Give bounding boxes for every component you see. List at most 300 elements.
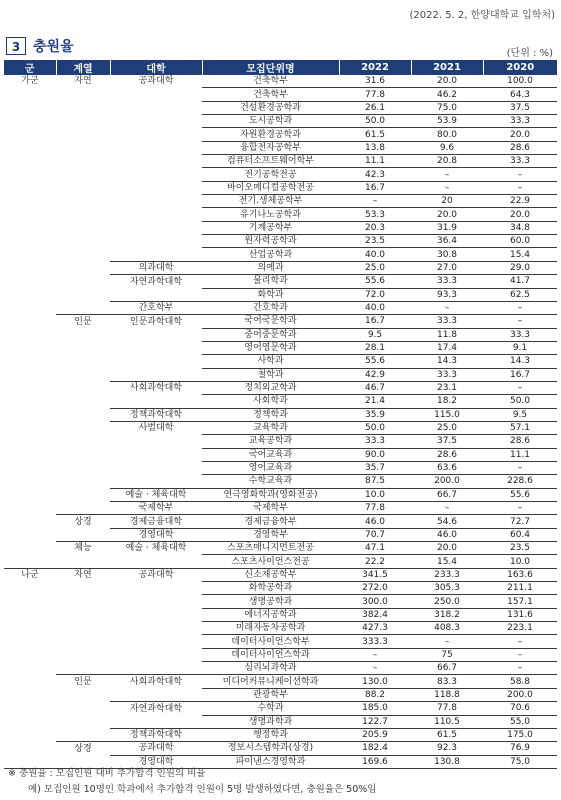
cell-2022: 42.9 bbox=[339, 368, 411, 381]
cell-2021: – bbox=[411, 635, 483, 648]
col-header-2022: 2022 bbox=[339, 60, 411, 75]
cell-track bbox=[56, 221, 110, 234]
source-note: (2022. 5. 2, 한양대학교 입학처) bbox=[409, 10, 555, 21]
cell-2021: – bbox=[411, 301, 483, 314]
col-header-unit: 모집단위명 bbox=[202, 60, 339, 75]
cell-group bbox=[4, 555, 56, 568]
cell-2021: 33.3 bbox=[411, 315, 483, 328]
cell-track bbox=[56, 528, 110, 541]
cell-group bbox=[4, 168, 56, 181]
cell-2022: 20.3 bbox=[339, 221, 411, 234]
cell-group bbox=[4, 368, 56, 381]
cell-group bbox=[4, 261, 56, 274]
cell-track bbox=[56, 355, 110, 368]
cell-unit: 바이오메디컬공학전공 bbox=[202, 181, 339, 194]
cell-2020: 28.6 bbox=[483, 435, 557, 448]
cell-track bbox=[56, 702, 110, 715]
cell-track bbox=[56, 622, 110, 635]
cell-2021: 25.0 bbox=[411, 421, 483, 434]
cell-group bbox=[4, 355, 56, 368]
cell-2022: 23.5 bbox=[339, 235, 411, 248]
cell-2021: 305.3 bbox=[411, 582, 483, 595]
cell-2022: 272.0 bbox=[339, 582, 411, 595]
cell-2022: 16.7 bbox=[339, 315, 411, 328]
cell-college bbox=[110, 235, 202, 248]
cell-unit: 융합전자공학부 bbox=[202, 141, 339, 154]
cell-2020: 72.7 bbox=[483, 515, 557, 528]
table-row bbox=[4, 115, 557, 128]
table-row bbox=[4, 275, 557, 288]
cell-2020: 60.0 bbox=[483, 235, 557, 248]
cell-college bbox=[110, 595, 202, 608]
cell-track: 인문 bbox=[74, 316, 92, 327]
cell-track bbox=[56, 502, 110, 515]
cell-unit: 교육공학과 bbox=[202, 435, 339, 448]
cell-track bbox=[56, 582, 110, 595]
cell-group: 가군 bbox=[21, 76, 39, 87]
cell-unit: 물리학과 bbox=[202, 275, 339, 288]
cell-track bbox=[56, 461, 110, 474]
cell-2021: 250.0 bbox=[411, 595, 483, 608]
cell-2021: 66.7 bbox=[411, 662, 483, 675]
cell-unit: 전기.생체공학부 bbox=[202, 195, 339, 208]
table-row bbox=[4, 395, 557, 408]
cell-2020: 58.8 bbox=[483, 675, 557, 688]
cell-unit: 국어국문학과 bbox=[202, 315, 339, 328]
cell-college bbox=[110, 115, 202, 128]
cell-track bbox=[56, 688, 110, 701]
cell-unit: 정책학과 bbox=[202, 408, 339, 421]
cell-2021: 66.7 bbox=[411, 488, 483, 501]
cell-group bbox=[4, 181, 56, 194]
cell-2022: 130.0 bbox=[339, 675, 411, 688]
cell-track bbox=[56, 395, 110, 408]
cell-track: 자연 bbox=[56, 568, 110, 581]
cell-track bbox=[56, 101, 110, 114]
cell-2020: 20.0 bbox=[483, 128, 557, 141]
cell-track bbox=[56, 635, 110, 648]
cell-2021: 33.3 bbox=[411, 368, 483, 381]
cell-track bbox=[56, 608, 110, 621]
cell-group bbox=[4, 88, 56, 101]
table-row bbox=[4, 421, 557, 434]
cell-group bbox=[4, 101, 56, 114]
cell-group bbox=[4, 221, 56, 234]
cell-track bbox=[56, 141, 110, 154]
cell-unit: 정보시스템학과(상경) bbox=[202, 742, 339, 755]
table-row bbox=[4, 702, 557, 715]
footnote-definition: ※ 충원율 : 모집인원 대비 추가합격 인원의 비율 bbox=[8, 768, 206, 779]
cell-college: 자연과학대학 bbox=[129, 703, 183, 714]
table-row bbox=[4, 728, 557, 741]
cell-2022: 13.8 bbox=[339, 141, 411, 154]
table-row bbox=[4, 542, 557, 555]
cell-college bbox=[110, 88, 202, 101]
cell-college bbox=[110, 715, 202, 728]
cell-unit: 건축학부 bbox=[202, 75, 339, 88]
cell-2022: 46.7 bbox=[339, 381, 411, 394]
fill-rate-table bbox=[4, 60, 557, 769]
section-title-text: 충원율 bbox=[33, 39, 74, 55]
cell-2022: 33.3 bbox=[339, 435, 411, 448]
cell-2020: 15.4 bbox=[483, 248, 557, 261]
cell-2020: – bbox=[483, 181, 557, 194]
cell-college bbox=[110, 221, 202, 234]
table-row bbox=[4, 528, 557, 541]
cell-group bbox=[4, 421, 56, 434]
cell-track bbox=[56, 88, 110, 101]
cell-college bbox=[110, 582, 202, 595]
cell-college: 예술 · 체육대학 bbox=[125, 543, 187, 554]
table-row bbox=[4, 315, 557, 328]
cell-unit: 유기나노공학과 bbox=[202, 208, 339, 221]
cell-2022: 72.0 bbox=[339, 288, 411, 301]
cell-group bbox=[4, 688, 56, 701]
cell-track bbox=[56, 488, 110, 501]
table-header-row bbox=[4, 60, 557, 75]
cell-2021: – bbox=[411, 181, 483, 194]
cell-college: 자연과학대학 bbox=[129, 276, 183, 287]
cell-2020: – bbox=[483, 662, 557, 675]
cell-2021: 18.2 bbox=[411, 395, 483, 408]
table-row bbox=[4, 675, 557, 688]
cell-unit: 에너지공학과 bbox=[202, 608, 339, 621]
table-row bbox=[4, 341, 557, 354]
cell-2021: 75.0 bbox=[411, 101, 483, 114]
cell-2020: 28.6 bbox=[483, 141, 557, 154]
cell-track: 체능 bbox=[74, 543, 92, 554]
cell-2021: 36.4 bbox=[411, 235, 483, 248]
cell-2022: 40.0 bbox=[339, 301, 411, 314]
cell-2021: 83.3 bbox=[411, 675, 483, 688]
cell-2020: 10.0 bbox=[483, 555, 557, 568]
cell-college bbox=[110, 168, 202, 181]
cell-2022: 55.6 bbox=[339, 355, 411, 368]
cell-group bbox=[4, 435, 56, 448]
cell-group bbox=[4, 635, 56, 648]
cell-track bbox=[56, 328, 110, 341]
cell-2022: 77.8 bbox=[339, 88, 411, 101]
cell-2020: – bbox=[483, 502, 557, 515]
table-row bbox=[4, 208, 557, 221]
cell-unit: 경제금융학부 bbox=[202, 515, 339, 528]
cell-2020: 16.7 bbox=[483, 368, 557, 381]
cell-2021: 200.0 bbox=[411, 475, 483, 488]
cell-2022: 333.3 bbox=[339, 635, 411, 648]
table-row bbox=[4, 475, 557, 488]
table-row bbox=[4, 355, 557, 368]
cell-group bbox=[4, 275, 56, 288]
cell-college bbox=[110, 288, 202, 301]
cell-2020: – bbox=[483, 381, 557, 394]
cell-group: 나군 bbox=[4, 568, 56, 581]
cell-2020: 163.6 bbox=[483, 568, 557, 581]
cell-unit: 영어영문학과 bbox=[202, 341, 339, 354]
cell-2020: 60.4 bbox=[483, 528, 557, 541]
cell-unit: 사회학과 bbox=[202, 395, 339, 408]
cell-unit: 건축학부 bbox=[202, 88, 339, 101]
cell-college bbox=[110, 688, 202, 701]
cell-2020: 55.0 bbox=[483, 715, 557, 728]
cell-group bbox=[4, 715, 56, 728]
cell-group bbox=[4, 208, 56, 221]
table-row bbox=[4, 288, 557, 301]
col-header-2020: 2020 bbox=[483, 60, 557, 75]
cell-group bbox=[4, 301, 56, 314]
cell-unit: 데이터사이언스학부 bbox=[202, 635, 339, 648]
cell-2021: 20.8 bbox=[411, 155, 483, 168]
cell-2021: 20 bbox=[411, 195, 483, 208]
cell-2022: 9.5 bbox=[339, 328, 411, 341]
table-row bbox=[4, 742, 557, 755]
cell-2022: 10.0 bbox=[339, 488, 411, 501]
cell-track bbox=[56, 715, 110, 728]
cell-group bbox=[4, 141, 56, 154]
cell-2020: 20.0 bbox=[483, 208, 557, 221]
cell-2022: 90.0 bbox=[339, 448, 411, 461]
cell-2022: 87.5 bbox=[339, 475, 411, 488]
cell-unit: 수학교육과 bbox=[202, 475, 339, 488]
cell-track: 인문 bbox=[74, 676, 92, 687]
cell-2020: 200.0 bbox=[483, 688, 557, 701]
cell-2022: 50.0 bbox=[339, 421, 411, 434]
cell-college: 공과대학 bbox=[138, 76, 174, 87]
cell-track bbox=[56, 275, 110, 288]
cell-college: 공과대학 bbox=[110, 742, 202, 755]
cell-2020: – bbox=[483, 461, 557, 474]
cell-college bbox=[110, 395, 202, 408]
cell-unit: 행정학과 bbox=[202, 728, 339, 741]
cell-unit: 스포츠매니지먼트전공 bbox=[202, 542, 339, 555]
cell-college bbox=[110, 608, 202, 621]
cell-college bbox=[110, 128, 202, 141]
cell-2021: 408.3 bbox=[411, 622, 483, 635]
cell-college bbox=[110, 648, 202, 661]
cell-college: 공과대학 bbox=[110, 568, 202, 581]
cell-track bbox=[56, 248, 110, 261]
cell-2022: 16.7 bbox=[339, 181, 411, 194]
cell-2021: 115.0 bbox=[411, 408, 483, 421]
cell-group bbox=[4, 742, 56, 755]
cell-2020: 33.3 bbox=[483, 115, 557, 128]
cell-track bbox=[56, 381, 110, 394]
cell-2022: 341.5 bbox=[339, 568, 411, 581]
table-row bbox=[4, 608, 557, 621]
cell-2020: – bbox=[483, 301, 557, 314]
cell-2022: 55.6 bbox=[339, 275, 411, 288]
cell-2021: 20.0 bbox=[411, 208, 483, 221]
cell-college: 경제금융대학 bbox=[110, 515, 202, 528]
table-row bbox=[4, 301, 557, 314]
cell-track bbox=[56, 368, 110, 381]
table-row bbox=[4, 461, 557, 474]
cell-group bbox=[4, 675, 56, 688]
cell-track: 자연 bbox=[74, 76, 92, 87]
cell-2021: 92.3 bbox=[411, 742, 483, 755]
cell-2022: 25.0 bbox=[339, 261, 411, 274]
cell-2020: 76.9 bbox=[483, 742, 557, 755]
cell-track bbox=[56, 115, 110, 128]
cell-unit: 관광학부 bbox=[202, 688, 339, 701]
cell-college: 정책과학대학 bbox=[110, 728, 202, 741]
cell-2021: 37.5 bbox=[411, 435, 483, 448]
table-row bbox=[4, 515, 557, 528]
cell-college: 경영대학 bbox=[110, 528, 202, 541]
cell-college bbox=[110, 448, 202, 461]
cell-group bbox=[4, 341, 56, 354]
cell-unit: 의예과 bbox=[202, 261, 339, 274]
cell-2020: 50.0 bbox=[483, 395, 557, 408]
cell-track bbox=[56, 155, 110, 168]
table-row bbox=[4, 595, 557, 608]
cell-unit: 컴퓨터소프트웨어학부 bbox=[202, 155, 339, 168]
cell-college: 예술 · 체육대학 bbox=[110, 488, 202, 501]
cell-track bbox=[56, 181, 110, 194]
cell-2022: 53.3 bbox=[339, 208, 411, 221]
cell-2021: 11.8 bbox=[411, 328, 483, 341]
cell-college: 인문과학대학 bbox=[129, 316, 183, 327]
cell-2020: 22.9 bbox=[483, 195, 557, 208]
cell-2020: 33.3 bbox=[483, 328, 557, 341]
cell-college bbox=[110, 341, 202, 354]
cell-college bbox=[110, 208, 202, 221]
table-row bbox=[4, 568, 557, 581]
cell-2022: 21.4 bbox=[339, 395, 411, 408]
cell-track bbox=[56, 595, 110, 608]
cell-2022: 427.3 bbox=[339, 622, 411, 635]
table-row bbox=[4, 688, 557, 701]
cell-track bbox=[56, 195, 110, 208]
table-row bbox=[4, 235, 557, 248]
cell-2022: – bbox=[339, 195, 411, 208]
table-row bbox=[4, 448, 557, 461]
cell-track bbox=[56, 341, 110, 354]
col-header-2021: 2021 bbox=[411, 60, 483, 75]
cell-unit: 원자력공학과 bbox=[202, 235, 339, 248]
cell-college bbox=[110, 155, 202, 168]
cell-track bbox=[56, 555, 110, 568]
unit-label: (단위 : %) bbox=[506, 48, 553, 59]
cell-2022: 182.4 bbox=[339, 742, 411, 755]
cell-unit: 미래자동차공학과 bbox=[202, 622, 339, 635]
cell-group bbox=[4, 448, 56, 461]
cell-2022: 300.0 bbox=[339, 595, 411, 608]
cell-2022: 50.0 bbox=[339, 115, 411, 128]
cell-2020: 157.1 bbox=[483, 595, 557, 608]
cell-2022: 40.0 bbox=[339, 248, 411, 261]
cell-2020: 70.6 bbox=[483, 702, 557, 715]
table-row bbox=[4, 88, 557, 101]
cell-unit: 연극영화학과(영화전공) bbox=[202, 488, 339, 501]
cell-college bbox=[110, 355, 202, 368]
cell-2021: 63.6 bbox=[411, 461, 483, 474]
cell-group bbox=[4, 461, 56, 474]
cell-2022: 28.1 bbox=[339, 341, 411, 354]
cell-2020: 33.3 bbox=[483, 155, 557, 168]
cell-unit: 스포츠사이언스전공 bbox=[202, 555, 339, 568]
cell-group bbox=[4, 475, 56, 488]
cell-group bbox=[4, 408, 56, 421]
cell-2021: 61.5 bbox=[411, 728, 483, 741]
cell-2022: 42.3 bbox=[339, 168, 411, 181]
cell-2020: 14.3 bbox=[483, 355, 557, 368]
cell-2020: 228.6 bbox=[483, 475, 557, 488]
cell-track bbox=[56, 475, 110, 488]
table-row bbox=[4, 168, 557, 181]
table-row bbox=[4, 75, 557, 88]
cell-college: 경영대학 bbox=[110, 755, 202, 768]
table-row bbox=[4, 502, 557, 515]
cell-college bbox=[110, 475, 202, 488]
cell-group bbox=[4, 128, 56, 141]
cell-group bbox=[4, 381, 56, 394]
table-row bbox=[4, 408, 557, 421]
cell-track bbox=[56, 208, 110, 221]
cell-group bbox=[4, 195, 56, 208]
cell-track bbox=[56, 235, 110, 248]
cell-2021: 14.3 bbox=[411, 355, 483, 368]
cell-2020: 41.7 bbox=[483, 275, 557, 288]
cell-2020: 23.5 bbox=[483, 542, 557, 555]
cell-2021: 118.8 bbox=[411, 688, 483, 701]
table-row bbox=[4, 155, 557, 168]
cell-2020: 131.6 bbox=[483, 608, 557, 621]
cell-group bbox=[4, 235, 56, 248]
cell-college: 정책과학대학 bbox=[110, 408, 202, 421]
cell-2022: 77.8 bbox=[339, 502, 411, 515]
cell-group bbox=[4, 648, 56, 661]
cell-2022: 35.9 bbox=[339, 408, 411, 421]
cell-2020: 37.5 bbox=[483, 101, 557, 114]
cell-unit: 전기공학전공 bbox=[202, 168, 339, 181]
cell-2021: 28.6 bbox=[411, 448, 483, 461]
cell-unit: 심리뇌과학과 bbox=[202, 662, 339, 675]
cell-2020: 62.5 bbox=[483, 288, 557, 301]
table-row bbox=[4, 141, 557, 154]
cell-2022: 22.2 bbox=[339, 555, 411, 568]
cell-college bbox=[110, 555, 202, 568]
cell-unit: 건설환경공학과 bbox=[202, 101, 339, 114]
cell-2021: 31.9 bbox=[411, 221, 483, 234]
cell-track bbox=[56, 448, 110, 461]
cell-2021: 110.5 bbox=[411, 715, 483, 728]
cell-group bbox=[4, 315, 56, 328]
cell-group bbox=[4, 728, 56, 741]
cell-college: 간호학부 bbox=[110, 301, 202, 314]
table-row bbox=[4, 381, 557, 394]
table-row bbox=[4, 635, 557, 648]
cell-2020: 175.0 bbox=[483, 728, 557, 741]
cell-2022: 70.7 bbox=[339, 528, 411, 541]
cell-unit: 신소재공학부 bbox=[202, 568, 339, 581]
cell-unit: 기계공학부 bbox=[202, 221, 339, 234]
cell-2022: 46.0 bbox=[339, 515, 411, 528]
cell-track bbox=[56, 728, 110, 741]
cell-track: 상경 bbox=[74, 743, 92, 754]
cell-2021: 53.9 bbox=[411, 115, 483, 128]
cell-2021: 233.3 bbox=[411, 568, 483, 581]
cell-track: 상경 bbox=[74, 516, 92, 527]
cell-2020: 34.8 bbox=[483, 221, 557, 234]
cell-college: 의과대학 bbox=[110, 261, 202, 274]
cell-track bbox=[56, 301, 110, 314]
cell-2021: 75 bbox=[411, 648, 483, 661]
cell-track bbox=[56, 168, 110, 181]
cell-college: 사회과학대학 bbox=[129, 383, 183, 394]
cell-2020: 55.6 bbox=[483, 488, 557, 501]
table-row bbox=[4, 261, 557, 274]
cell-2020: – bbox=[483, 648, 557, 661]
